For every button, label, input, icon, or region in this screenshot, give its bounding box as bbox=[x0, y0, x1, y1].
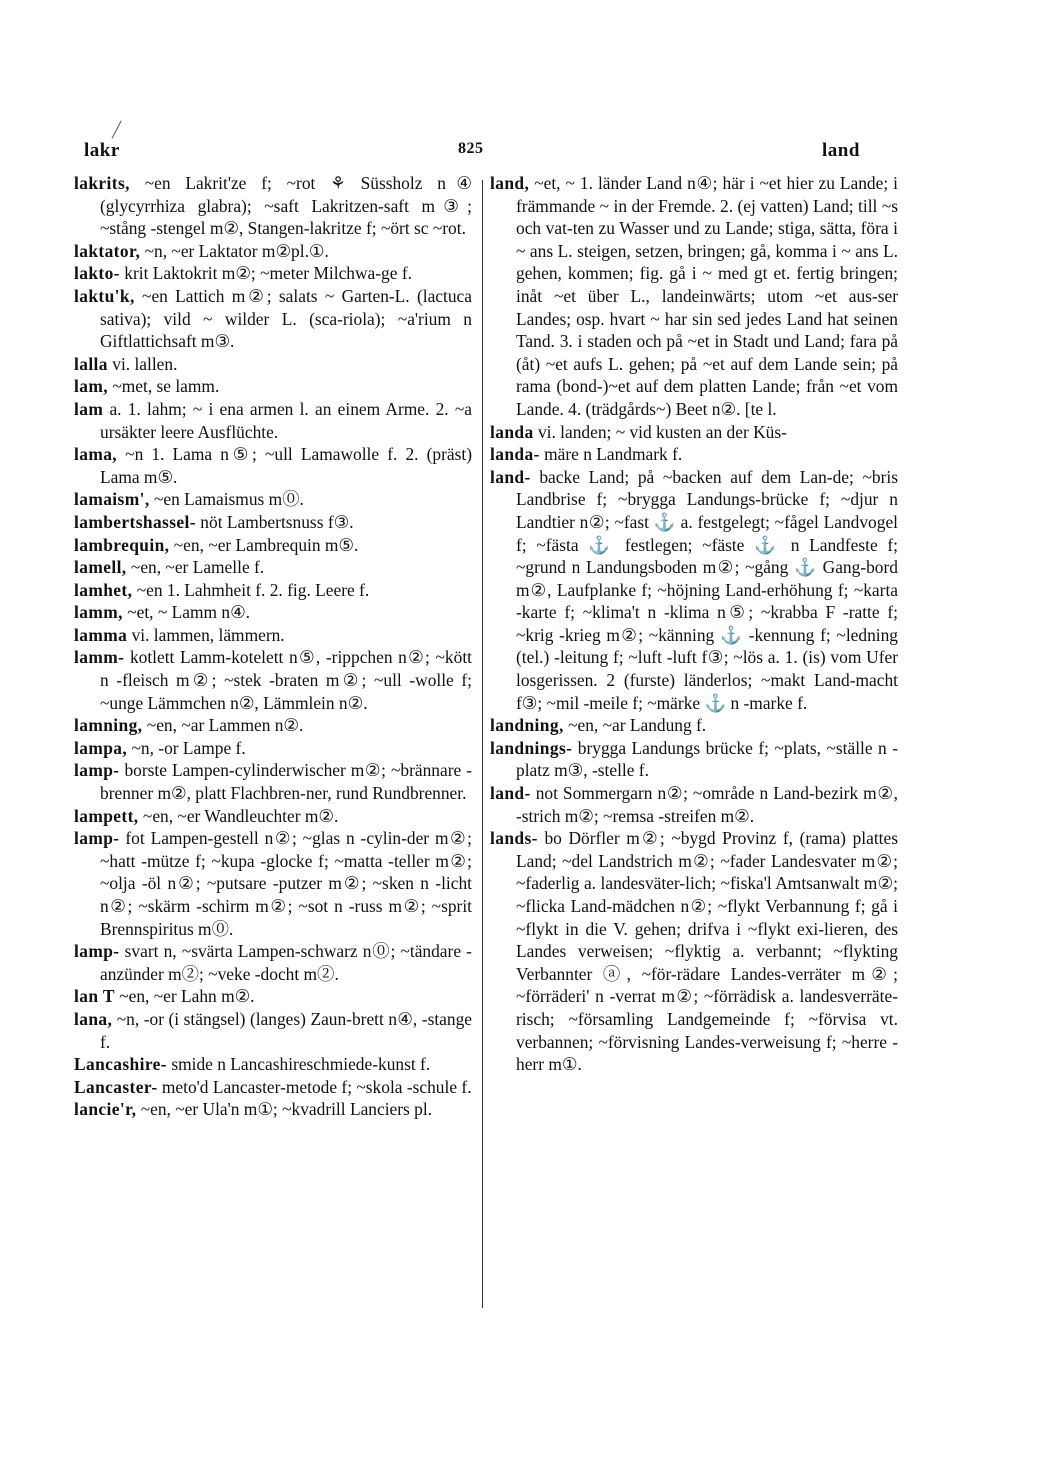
entry-headword: lancie'r, bbox=[74, 1099, 137, 1120]
entry-text: ~en Lakrit'ze f; ~rot ⚘ Süssholz n④ (glycyrrhiza glabra); ~saft Lakritzen-saft m③; ~stång -stengel m②, Stangen-lakritze f; ~ört sc ~rot. bbox=[100, 173, 472, 239]
dictionary-entry bbox=[490, 421, 898, 444]
entry-text: vi. lallen. bbox=[112, 353, 178, 374]
entry-text: backe Land; på ~backen auf dem Lan-de; ~bris Landbrise f; ~brygga Landungs-brücke f; ~djur n Landtier n②; ~fast ⚓ a. festgelegt; ~fågel Landvogel f; ~fästa ⚓ festlegen; ~fäste ⚓ n Landfeste f; ~grund n Landungsboden m②; ~gång ⚓ Gang-bord m②, Laufplanke f; ~höjning Land-erhöhung f; ~karta -karte f; ~klima't n -klima n⑤; ~krabba F -ratte f; ~krig -krieg m②; ~känning ⚓ -kennung f; ~ledning (tel.) -leitung f; ~luft -luft f③; ~lös a. 1. (is) vom Ufer losgerissen. 2 (furste) länderlos; ~makt Land-macht f③; ~mil -meile f; ~märke ⚓ n -marke f. bbox=[516, 466, 898, 713]
entry-headword: landnings- bbox=[490, 737, 573, 758]
entry-text: vi. landen; ~ vid kusten an der Küs- bbox=[537, 421, 787, 442]
entry-headword: Lancaster- bbox=[74, 1076, 158, 1097]
entry-headword: lamma bbox=[74, 624, 128, 645]
entry-text: nöt Lambertsnuss f③. bbox=[200, 511, 354, 532]
entry-headword: lam bbox=[74, 398, 104, 419]
entry-headword: landa- bbox=[490, 444, 540, 465]
dictionary-entry bbox=[490, 443, 898, 466]
dictionary-entry bbox=[490, 827, 898, 1076]
entry-headword: lampa, bbox=[74, 737, 128, 758]
dictionary-entry bbox=[74, 579, 472, 602]
dictionary-entry bbox=[74, 534, 472, 557]
dictionary-entry bbox=[490, 172, 898, 421]
entry-text: borste Lampen-cylinderwischer m②; ~brännare -brenner m②, platt Flachbren-ner, rund Rundbrenner. bbox=[100, 760, 472, 804]
entry-text: kotlett Lamm-kotelett n⑤, -rippchen n②; ~kött n -fleisch m②; ~stek -braten m②; ~ull -wolle f; ~unge Lämmchen n②, Lämmlein n②. bbox=[100, 647, 472, 713]
dictionary-entry bbox=[74, 1076, 472, 1099]
dictionary-entry bbox=[74, 940, 472, 985]
entry-text: vi. lammen, lämmern. bbox=[131, 624, 285, 645]
dictionary-entry bbox=[74, 511, 472, 534]
entry-headword: lalla bbox=[74, 353, 108, 374]
entry-text: ~n, -or (i stängsel) (langes) Zaun-brett n④, -stange f. bbox=[100, 1008, 473, 1052]
dictionary-entry bbox=[74, 398, 472, 443]
page-number: 825 bbox=[458, 140, 484, 157]
entry-headword: lan T bbox=[74, 986, 115, 1007]
entry-text: ~en 1. Lahmheit f. 2. fig. Leere f. bbox=[136, 579, 370, 600]
dictionary-entry bbox=[74, 805, 472, 828]
entry-text: a. 1. lahm; ~ i ena armen l. an einem Arme. 2. ~a ursäkter leere Ausflüchte. bbox=[100, 398, 472, 442]
entry-headword: lamell, bbox=[74, 557, 127, 578]
entry-text: ~en, ~er Lamelle f. bbox=[130, 557, 265, 578]
entry-text: smide n Lancashireschmiede-kunst f. bbox=[171, 1054, 431, 1075]
dictionary-entry bbox=[74, 827, 472, 940]
entry-text: ~en, ~er Lambrequin m⑤. bbox=[173, 534, 359, 555]
entry-text: ~en, ~er Ula'n m①; ~kvadrill Lanciers pl. bbox=[140, 1099, 433, 1120]
dictionary-entry bbox=[74, 985, 472, 1008]
entry-text: ~en, ~ar Landung f. bbox=[568, 715, 707, 736]
entry-headword: lamhet, bbox=[74, 579, 133, 600]
entry-text: krit Laktokrit m②; ~meter Milchwa-ge f. bbox=[124, 263, 412, 284]
entry-headword: Lancashire- bbox=[74, 1054, 167, 1075]
entry-text: brygga Landungs brücke f; ~plats, ~ställe n -platz m③, -stelle f. bbox=[516, 737, 898, 781]
entry-text: ~en Lamaismus m⓪. bbox=[153, 489, 304, 510]
entry-text: ~en, ~ar Lammen n②. bbox=[146, 715, 304, 736]
entry-headword: lama, bbox=[74, 444, 118, 465]
entry-headword: lamm, bbox=[74, 602, 123, 623]
entry-text: ~n, -or Lampe f. bbox=[131, 737, 246, 758]
entry-headword: laktu'k, bbox=[74, 285, 135, 306]
dictionary-entry bbox=[74, 262, 472, 285]
dictionary-entry bbox=[74, 714, 472, 737]
column-divider bbox=[482, 180, 483, 1308]
dictionary-entry bbox=[74, 759, 472, 804]
dictionary-entry bbox=[490, 714, 898, 737]
dictionary-entry bbox=[74, 1098, 472, 1121]
dictionary-entry bbox=[74, 172, 472, 240]
entry-text: märe n Landmark f. bbox=[544, 444, 683, 465]
entry-headword: lampett, bbox=[74, 805, 139, 826]
entry-headword: land- bbox=[490, 466, 531, 487]
entry-headword: lamning, bbox=[74, 715, 143, 736]
margin-mark bbox=[111, 120, 123, 139]
entry-headword: lambertshassel- bbox=[74, 511, 196, 532]
entry-headword: lakto- bbox=[74, 263, 120, 284]
entry-text: ~en, ~er Lahn m②. bbox=[119, 986, 255, 1007]
entry-text: ~et, ~ Lamm n④. bbox=[127, 602, 251, 623]
dictionary-entry bbox=[490, 466, 898, 715]
dictionary-entry bbox=[490, 782, 898, 827]
entry-text: ~en Lattich m②; salats ~ Garten-L. (lactuca sativa); vild ~ wilder L. (sca-riola); ~a'rium n Giftlattichsaft m③. bbox=[100, 285, 472, 352]
entry-headword: laktator, bbox=[74, 240, 141, 261]
entry-headword: lam, bbox=[74, 376, 108, 397]
entry-headword: lamp- bbox=[74, 760, 120, 781]
entry-headword: lands- bbox=[490, 828, 538, 849]
entry-text: bo Dörfler m②; ~bygd Provinz f, (rama) plattes Land; ~del Landstrich m②; ~fader Landesvater m②; ~faderlig a. landesväter-lich; ~fiska'l Amtsanwalt m②; ~flicka Land-mädchen n②; ~flykt Verbannung f; gå i ~flykt in die V. gehen; drifva i ~flykt exi-lieren, des Landes verweisen; ~flyktig a. verbannt; ~flykting Verbannter ⓐ, ~för-rädare Landes-verräter m②; ~förräderi' n -verrat m②; ~förrädisk a. landesverräte-risch; ~församling Landgemeinde f; ~förvisa vt. verbannen; ~förvisning Landes-verweisung f; ~herre -herr m①. bbox=[516, 828, 898, 1075]
dictionary-entry bbox=[74, 375, 472, 398]
entry-text: svart n, ~svärta Lampen-schwarz n⓪; ~tändare -anzünder m②; ~veke -docht m②. bbox=[100, 941, 472, 984]
entry-headword: lamp- bbox=[74, 941, 120, 962]
entry-headword: lambrequin, bbox=[74, 534, 170, 555]
dictionary-entry bbox=[74, 646, 472, 714]
dictionary-entry bbox=[74, 443, 472, 488]
entry-headword: lana, bbox=[74, 1008, 113, 1029]
dictionary-entry bbox=[74, 488, 472, 511]
entry-headword: lamaism', bbox=[74, 489, 150, 510]
dictionary-entry bbox=[74, 1008, 472, 1053]
entry-text: ~met, se lamm. bbox=[112, 376, 220, 397]
dictionary-entry bbox=[74, 737, 472, 760]
running-head-left: lakr bbox=[84, 140, 120, 161]
dictionary-entry bbox=[74, 556, 472, 579]
entry-headword: lakrits, bbox=[74, 173, 130, 193]
dictionary-entry bbox=[74, 353, 472, 376]
dictionary-entry bbox=[74, 624, 472, 647]
entry-headword: land- bbox=[490, 783, 531, 804]
dictionary-entry bbox=[74, 1053, 472, 1076]
dictionary-entry bbox=[490, 737, 898, 782]
entry-text: not Sommergarn n②; ~område n Land-bezirk m②, -strich m②; ~remsa -streifen m②. bbox=[516, 783, 898, 826]
entry-text: ~et, ~ 1. länder Land n④; här i ~et hier zu Lande; i främmande ~ in der Fremde. 2. (ej vatten) Land; till ~s och vat-ten zu Wasser und zu Lande; stiga, sätta, föra i ~ ans L. steigen, setzen, bringen; gå, komma i ~ ans L. gehen, kommen; fig. gå i ~ med gt et. fertig bringen; inåt ~et über L., landeinwärts; utom ~et aus-ser Landes; osp. hvart ~ har sin sed jedes Land hat seinen Tand. 3. i staden och på ~et in Stadt und Land; fara på (åt) ~et aufs L. gehen; på ~et auf dem Lande sein; på rama (bond-)~et auf dem platten Lande; från ~et vom Lande. 4. (trädgårds~) Beet n②. [te l. bbox=[516, 173, 898, 419]
entry-headword: lamp- bbox=[74, 828, 120, 849]
entry-headword: lamm- bbox=[74, 647, 125, 668]
entry-text: ~en, ~er Wandleuchter m②. bbox=[142, 805, 339, 826]
entry-text: fot Lampen-gestell n②; ~glas n -cylin-der m②; ~hatt -mütze f; ~kupa -glocke f; ~matta -teller m②; ~olja -öl n②; ~putsare -putzer m②; ~sken n -licht n②; ~skärm -schirm m②; ~sot n -russ m②; ~sprit Brennspiritus m⓪. bbox=[100, 828, 472, 939]
entry-headword: landa bbox=[490, 421, 534, 442]
right-column bbox=[490, 172, 898, 1076]
dictionary-entry bbox=[74, 240, 472, 263]
entry-headword: land, bbox=[490, 173, 530, 193]
dictionary-entry bbox=[74, 601, 472, 624]
entry-text: ~n 1. Lama n⑤; ~ull Lamawolle f. 2. (präst) Lama m⑤. bbox=[100, 444, 472, 487]
entry-text: ~n, ~er Laktator m②pl.①. bbox=[144, 240, 329, 261]
entry-text: meto'd Lancaster-metode f; ~skola -schule f. bbox=[161, 1076, 472, 1097]
running-head-right: land bbox=[822, 140, 860, 161]
left-column bbox=[74, 172, 472, 1121]
dictionary-entry bbox=[74, 285, 472, 353]
entry-headword: landning, bbox=[490, 715, 564, 736]
